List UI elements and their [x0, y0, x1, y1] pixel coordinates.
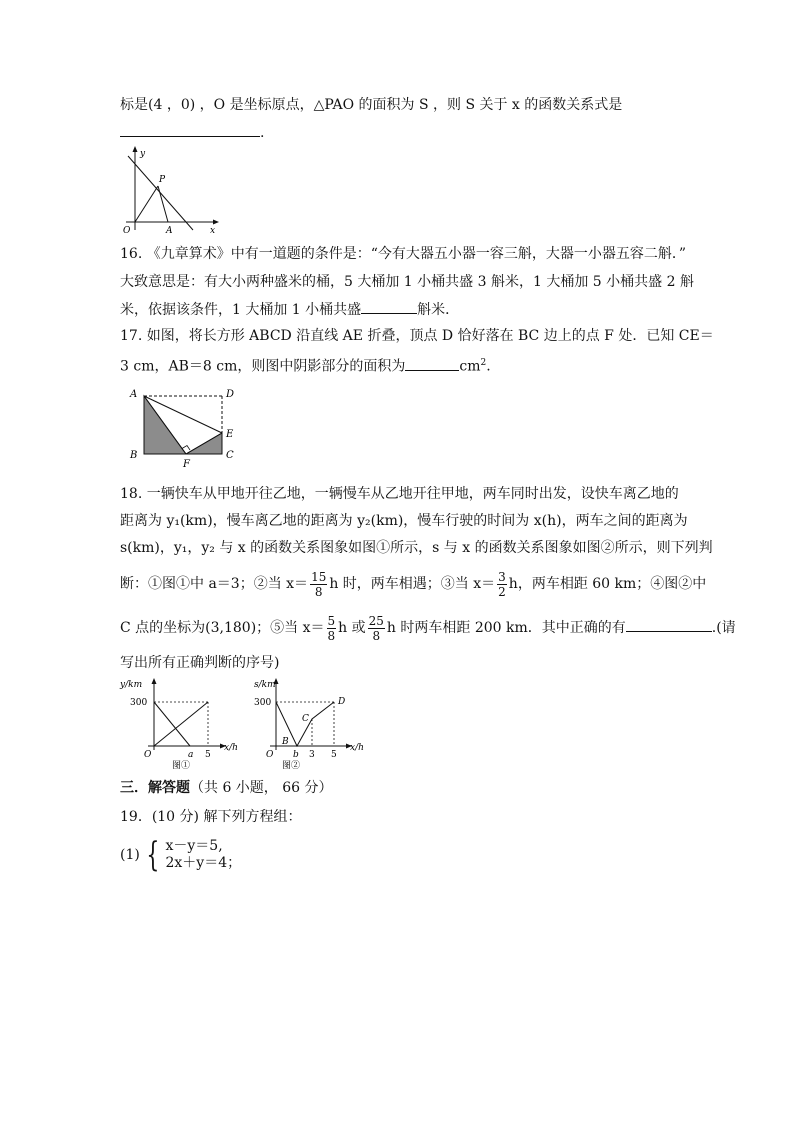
q17-label-E: E [226, 429, 234, 440]
q16-answer-blank [361, 299, 417, 314]
q18-frac1-num: 15 [311, 569, 327, 584]
q16-text-line1: 16. 《九章算术》中有一道题的条件是：“今有大器五小器一容三斛，大器一小器五容二斛．” [120, 246, 687, 262]
q17-answer-blank [405, 356, 459, 371]
q18-text-line5a: C 点的坐标为(3,180)；⑤当 x＝ [120, 620, 325, 636]
q19-system-1 [120, 835, 242, 875]
q18-text-line4c: h，两车相距 60 km；④图②中 [508, 576, 707, 592]
q15-figure [118, 144, 223, 236]
q18-text-line4 [120, 567, 706, 601]
fig2-caption: 图② [282, 761, 301, 771]
q15-answer-line [120, 122, 264, 143]
q16-text-line3 [120, 299, 459, 320]
q19-text-line1: 19．(10 分) 解下列方程组： [120, 809, 302, 825]
q18-frac2-num: 3 [498, 569, 506, 584]
q15-text-line1: 标是(4 ，0) ，O 是坐标原点，△PAO 的面积为 S ，则 S 关于 x 的函数关系式是 [120, 97, 623, 113]
fig1-tick-300: 300 [130, 698, 148, 708]
q17-period: . [486, 358, 491, 375]
q15-segment-PA [158, 186, 168, 222]
fig2-label-D: D [338, 697, 346, 707]
q17-label-B: B [130, 450, 138, 461]
q18-frac4-den: 8 [372, 628, 381, 643]
fig2-label-C: C [302, 714, 309, 724]
fig2-xlabel: x/h [350, 743, 364, 753]
q18-text-line4b: h 时，两车相遇；③当 x＝ [329, 576, 496, 592]
q19-part-label: (1) [120, 847, 140, 863]
q17-label-D: D [226, 389, 235, 400]
q18-text-line2: 距离为 y₁(km)，慢车离乙地的距离为 y₂(km)，慢车行驶的时间为 x(h)，两车之间的距离为 [120, 513, 688, 529]
q19-equation-1: x－y＝5, [165, 838, 223, 854]
q16-text-line3b: 斛米． [417, 302, 460, 318]
q18-frac1-den: 8 [314, 584, 323, 599]
q15-label-y: y [140, 149, 146, 159]
q18-frac2-den: 2 [498, 584, 506, 599]
fig2-ylabel: s/km [254, 680, 276, 690]
q18-figure-2 [242, 676, 372, 772]
q15-answer-blank [120, 122, 260, 137]
q17-label-F: F [183, 459, 190, 470]
q15-segment-OP [135, 186, 158, 222]
q15-label-x: x [210, 226, 216, 236]
q15-line [128, 156, 193, 230]
fig2-tick-3: 3 [309, 750, 315, 760]
q15-period: . [260, 125, 265, 141]
q17-label-A: A [130, 389, 138, 400]
q18-text-line5 [120, 611, 736, 645]
q18-frac3-num: 5 [327, 613, 336, 628]
q18-text-line4a: 断：①图①中 a＝3；②当 x＝ [120, 576, 309, 592]
q17-label-C: C [226, 450, 234, 461]
q15-y-arrow [133, 146, 138, 152]
q18-fraction-5-8 [327, 614, 337, 643]
q18-frac3-den: 8 [327, 628, 336, 643]
q17-unit: cm [459, 358, 481, 375]
q18-fraction-15-8 [310, 570, 327, 599]
fig2-tick-5: 5 [331, 750, 337, 760]
q18-text-line5b: h 或 [338, 620, 366, 636]
section-3-heading [120, 778, 333, 798]
q18-text-line6: 写出所有正确判断的序号) [120, 655, 280, 671]
q17-text-line1: 17. 如图，将长方形 ABCD 沿直线 AE 折叠，顶点 D 恰好落在 BC 边上的点 F 处．已知 CE＝ [120, 328, 714, 344]
fig2-label-B: B [282, 737, 289, 747]
q16-text-line3a: 米，依据该条件，1 大桶加 1 小桶共盛 [120, 302, 362, 318]
q18-text-line1: 18. 一辆快车从甲地开往乙地，一辆慢车从乙地开往甲地，两车同时出发，设快车离乙地的 [120, 486, 679, 502]
q18-answer-blank [626, 617, 712, 632]
q19-equations [165, 838, 241, 872]
fig1-label-a: a [188, 750, 194, 760]
fig1-y-arrow [152, 678, 157, 684]
q15-label-P: P [159, 175, 166, 185]
fig2-label-O: O [266, 750, 274, 760]
q18-fraction-25-8 [368, 614, 385, 643]
fig1-line-y1 [154, 702, 190, 746]
left-brace-icon: { [146, 835, 160, 875]
q15-x-arrow [213, 220, 219, 225]
q18-figure-1 [116, 676, 246, 772]
q18-frac4-num: 25 [368, 613, 384, 628]
fig1-label-O: O [144, 750, 152, 760]
q16-text-line2: 大致意思是：有大小两种盛米的桶，5 大桶加 1 小桶共盛 3 斛米，1 大桶加 5 小桶共盛 2 斛 [120, 274, 694, 290]
q19-equation-2: 2x＋y＝4； [165, 855, 242, 871]
fig1-line-y2 [154, 702, 208, 746]
q18-text-line5d: .(请 [711, 620, 736, 636]
fig2-label-b: b [293, 750, 299, 760]
q18-text-line3: s(km)，y₁，y₂ 与 x 的函数关系图象如图①所示，s 与 x 的函数关系图象如图②所示，则下列判 [120, 540, 713, 556]
q15-label-A: A [166, 226, 173, 236]
fig1-ylabel: y/km [120, 680, 143, 690]
q17-text-line2a: 3 cm，AB＝8 cm，则图中阴影部分的面积为 [120, 358, 406, 375]
q17-unit-sup: 2 [480, 358, 487, 368]
fig2-tick-300: 300 [254, 698, 272, 708]
section-3-title: 三．解答题 [120, 780, 190, 796]
fig1-tick-5: 5 [205, 750, 211, 760]
fig1-xlabel: x/h [224, 743, 238, 753]
q15-label-O: O [123, 226, 131, 236]
q17-figure [126, 384, 242, 470]
q17-text-line2 [120, 353, 491, 377]
q18-fraction-3-2 [497, 570, 507, 599]
fig1-caption: 图① [172, 761, 191, 771]
q18-text-line5c: h 时两车相距 200 km．其中正确的有 [386, 620, 626, 636]
section-3-note: （共 6 小题， 66 分） [190, 780, 333, 796]
